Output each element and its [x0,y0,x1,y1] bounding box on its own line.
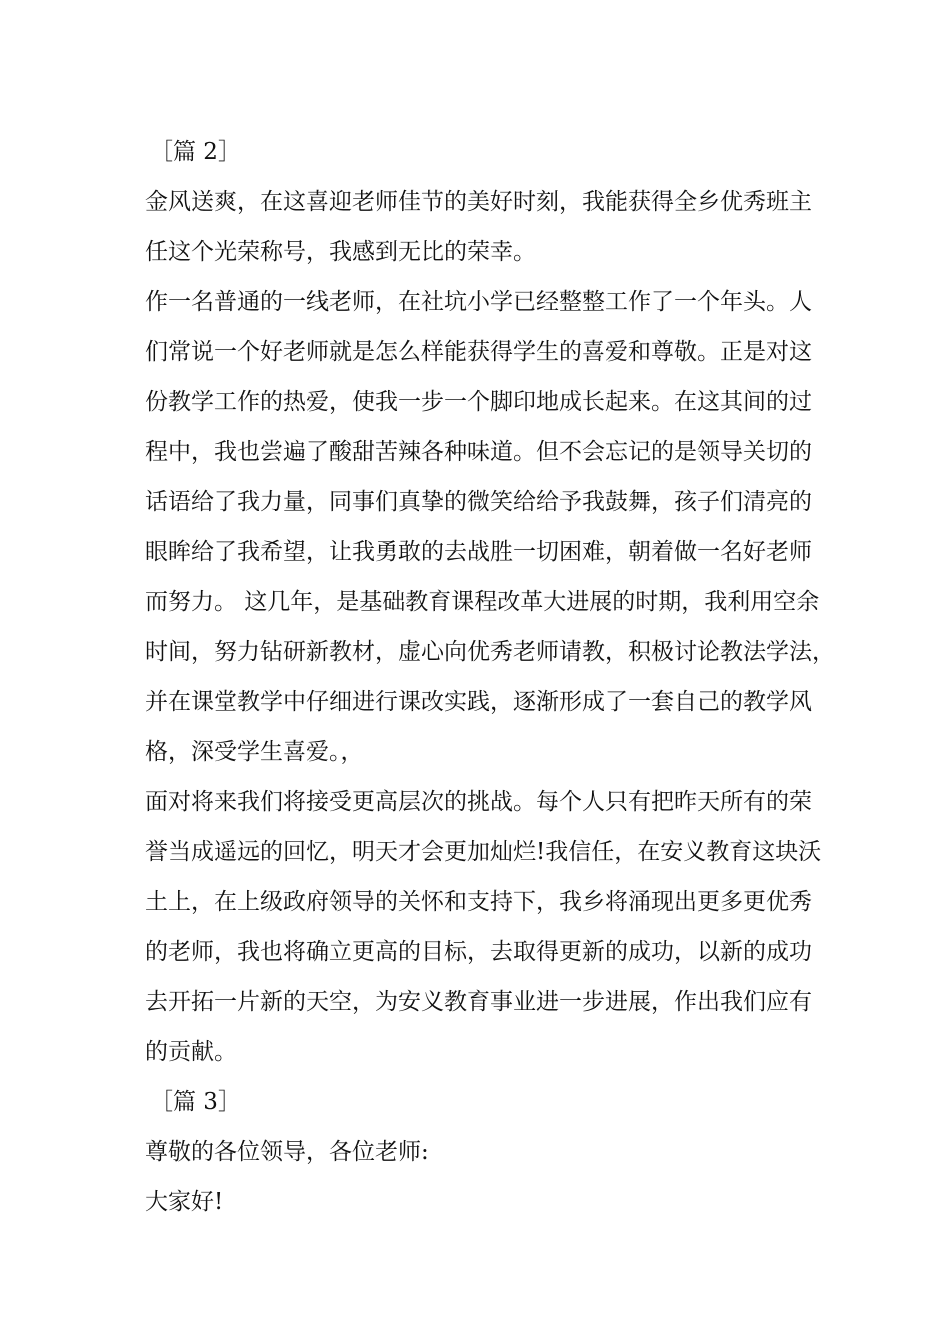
paragraph-line: 格，深受学生喜爱。， [145,739,364,765]
greeting-line: 大家好! [145,1189,224,1215]
paragraph-line: 而努力。 这几年，是基础教育课程改革大进展的时期，我利用空余 [145,589,820,615]
paragraph-line: 作一名普通的一线老师，在社坑小学已经整整工作了一个年头。人 [145,289,812,315]
paragraph-line: 面对将来我们将接受更高层次的挑战。每个人只有把昨天所有的荣 [145,789,812,815]
paragraph-line: 的贡献。 [145,1039,237,1065]
paragraph-line: 时间，努力钻研新教材，虚心向优秀老师请教，积极讨论教法学法， [145,639,835,665]
paragraph-line: 誉当成遥远的回忆，明天才会更加灿烂!我信任，在安义教育这块沃 [145,839,822,865]
salutation-line: 尊敬的各位领导，各位老师: [145,1139,429,1165]
paragraph-line: 们常说一个好老师就是怎么样能获得学生的喜爱和尊敬。正是对这 [145,339,812,365]
paragraph-line: 土上，在上级政府领导的关怀和支持下，我乡将涌现出更多更优秀 [145,889,812,915]
paragraph-line: 任这个光荣称号，我感到无比的荣幸。 [145,239,536,265]
paragraph-line: 话语给了我力量，同事们真挚的微笑给给予我鼓舞，孩子们清亮的 [145,489,812,515]
paragraph-line: 金风送爽，在这喜迎老师佳节的美好时刻，我能获得全乡优秀班主 [145,189,812,215]
paragraph-line: 程中，我也尝遍了酸甜苦辣各种味道。但不会忘记的是领导关切的 [145,439,812,465]
paragraph-line: 的老师，我也将确立更高的目标，去取得更新的成功，以新的成功 [145,939,812,965]
paragraph-line: 份教学工作的热爱，使我一步一个脚印地成长起来。在这其间的过 [145,389,812,415]
paragraph-line: 眼眸给了我希望，让我勇敢的去战胜一切困难，朝着做一名好老师 [145,539,812,565]
section-heading-2: ［篇 2］ [150,139,241,165]
section-heading-3: ［篇 3］ [150,1089,241,1115]
paragraph-line: 去开拓一片新的天空，为安义教育事业进一步进展，作出我们应有 [145,989,812,1015]
paragraph-line: 并在课堂教学中仔细进行课改实践，逐渐形成了一套自己的教学风 [145,689,812,715]
